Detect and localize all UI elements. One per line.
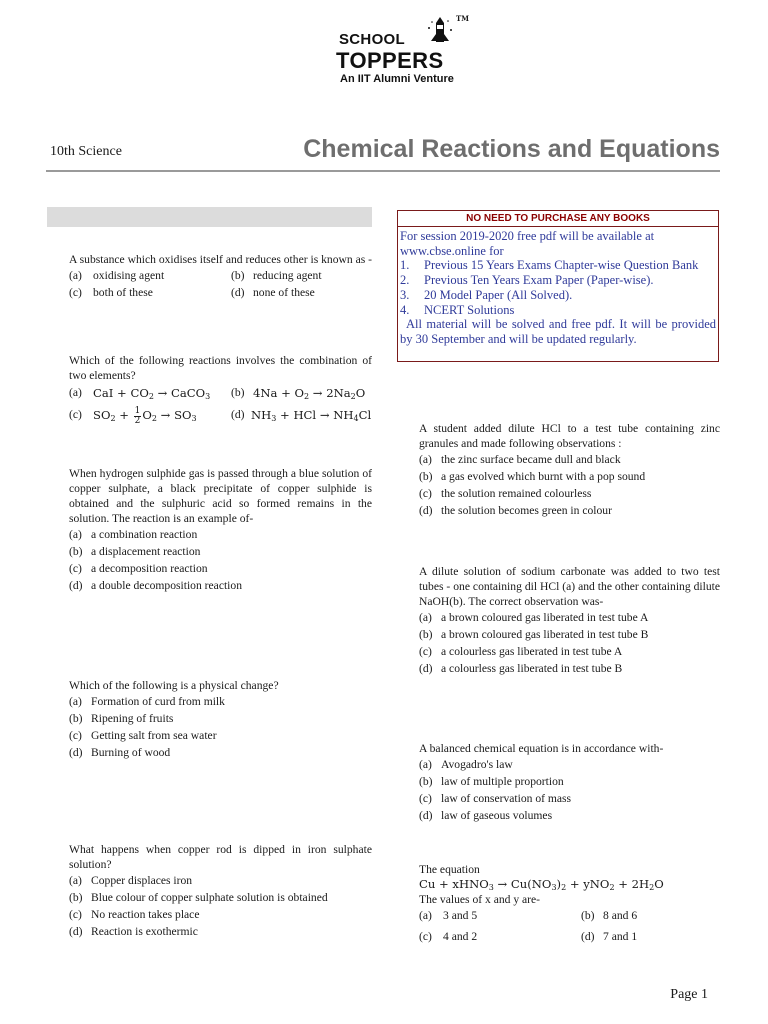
option-a: (a) a brown coloured gas liberated in test tube A <box>419 611 649 624</box>
question-stem: The equation <box>419 863 480 876</box>
trademark-mark: TM <box>456 14 469 23</box>
logo-school-text: SCHOOL <box>339 31 405 48</box>
option-c: (c) a colourless gas liberated in test tube A <box>419 645 623 658</box>
option-b: (b) reducing agent <box>231 269 322 282</box>
question-3 <box>69 466 372 594</box>
question-stem: A balanced chemical equation is in accordance with- <box>419 742 664 755</box>
question-6 <box>419 421 720 519</box>
notice-intro: For session 2019-2020 free pdf will be available at www.cbse.online for <box>400 229 655 258</box>
question-stem: A student added dilute HCl to a test tube containing zinc granules and made following observations : <box>419 422 720 450</box>
option-a: (a) Formation of curd from milk <box>69 695 225 708</box>
option-c: (c) law of conservation of mass <box>419 792 572 805</box>
notice-footer: All material will be solved and free pdf. It will be provided by 30 September and will be updated regularly. <box>400 317 716 346</box>
option-d: (d) the solution becomes green in colour <box>419 504 612 517</box>
page-number: Page 1 <box>670 987 708 1002</box>
option-b: (b) a gas evolved which burnt with a pop sound <box>419 470 646 483</box>
question-stem: When hydrogen sulphide gas is passed through a blue solution of copper sulphate, a black precipitate of copper sulphide is obtained and the sulphuric acid so formed remains in the solution. The reaction is an example of- <box>69 467 372 525</box>
option-a: (a) a combination reaction <box>69 528 198 541</box>
notice-heading: NO NEED TO PURCHASE ANY BOOKS <box>398 212 718 227</box>
question-stem: Which of the following is a physical change? <box>69 679 279 692</box>
option-b: (b) $4Na + O_2 \to 2Na_2O$ <box>231 383 365 403</box>
option-d: (d) law of gaseous volumes <box>419 809 553 822</box>
option-a: (a) CaI + $CO_2$ → CaCO$_3$ <box>69 383 231 403</box>
question-7 <box>419 564 720 677</box>
option-d: (d) Burning of wood <box>69 746 171 759</box>
option-d: (d) none of these <box>231 286 315 299</box>
option-c: (c) the solution remained colourless <box>419 487 592 500</box>
logo-tagline: An IIT Alumni Venture <box>340 73 454 85</box>
equation: CaI + $CO_2$ → CaCO$_3$ <box>93 386 211 401</box>
equation: $NH_3$ + HCl → $NH_4Cl$ <box>251 408 372 423</box>
option-c: (c) 4 and 2 <box>419 930 478 943</box>
notice-box <box>397 210 719 362</box>
option-a: (a) Copper displaces iron <box>69 874 193 887</box>
question-2 <box>69 353 372 427</box>
option-a: (a) oxidising agent <box>69 269 165 282</box>
option-a: (a) the zinc surface became dull and black <box>419 453 621 466</box>
option-b: (b) a brown coloured gas liberated in test tube B <box>419 628 649 641</box>
question-8 <box>419 741 720 824</box>
option-b: (b) a displacement reaction <box>69 545 201 558</box>
question-stem: What happens when copper rod is dipped in iron sulphate solution? <box>69 843 372 871</box>
question-1 <box>69 252 372 301</box>
subject-label: 10th Science <box>50 144 122 159</box>
notice-item: 2. Previous Ten Years Exam Paper (Paper-wise). <box>400 273 654 288</box>
option-c: (c) $SO_2$ + $\frac{1}{2}$ $O_2 \to SO_3$ <box>69 403 231 427</box>
option-b: (b) law of multiple proportion <box>419 775 564 788</box>
option-c: (c) Getting salt from sea water <box>69 729 217 742</box>
option-d: (d) 7 and 1 <box>581 930 638 943</box>
section-bar <box>47 207 372 227</box>
question-9 <box>419 862 720 945</box>
option-d: (d) Reaction is exothermic <box>69 925 198 938</box>
equation: Cu + xHNO$_3$ → $Cu(NO_3)_2 + yNO_2 + 2H_2O$ <box>419 877 664 892</box>
option-a: (a) Avogadro's law <box>419 758 513 771</box>
question-stem-2: The values of x and y are- <box>419 893 541 906</box>
equation: $4Na + O_2 \to 2Na_2O$ <box>253 386 366 401</box>
question-stem: A substance which oxidises itself and reduces other is known as - <box>69 253 372 266</box>
notice-item: 3. 20 Model Paper (All Solved). <box>400 287 573 302</box>
question-stem: A dilute solution of sodium carbonate was added to two test tubes - one containing dil HCl (a) and the other containing dilute NaOH(b). The correct observation was- <box>419 565 720 608</box>
question-4 <box>69 678 372 761</box>
notice-item: 1. Previous 15 Years Exams Chapter-wise Question Bank <box>400 258 699 273</box>
equation: $SO_2$ + $\frac{1}{2}$ $O_2 \to SO_3$ <box>93 405 197 426</box>
option-c: (c) No reaction takes place <box>69 908 200 921</box>
option-c: (c) both of these <box>69 286 153 299</box>
school-toppers-logo <box>336 14 476 84</box>
header-divider <box>46 170 720 172</box>
option-b: (b) Ripening of fruits <box>69 712 174 725</box>
option-b: (b) Blue colour of copper sulphate solution is obtained <box>69 891 328 904</box>
option-d: (d) a colourless gas liberated in test tube B <box>419 662 623 675</box>
rocket-icon <box>426 16 454 52</box>
logo-toppers-text: TOPPERS <box>336 48 444 73</box>
notice-item: 4. NCERT Solutions <box>400 302 515 317</box>
chapter-title: Chemical Reactions and Equations <box>303 135 720 163</box>
option-b: (b) 8 and 6 <box>581 909 638 922</box>
option-a: (a) 3 and 5 <box>419 909 478 922</box>
option-d: (d) $NH_3$ + HCl → $NH_4Cl$ <box>231 403 371 427</box>
question-stem: Which of the following reactions involves the combination of two elements? <box>69 354 372 382</box>
option-d: (d) a double decomposition reaction <box>69 579 242 592</box>
option-c: (c) a decomposition reaction <box>69 562 208 575</box>
question-5 <box>69 842 372 940</box>
